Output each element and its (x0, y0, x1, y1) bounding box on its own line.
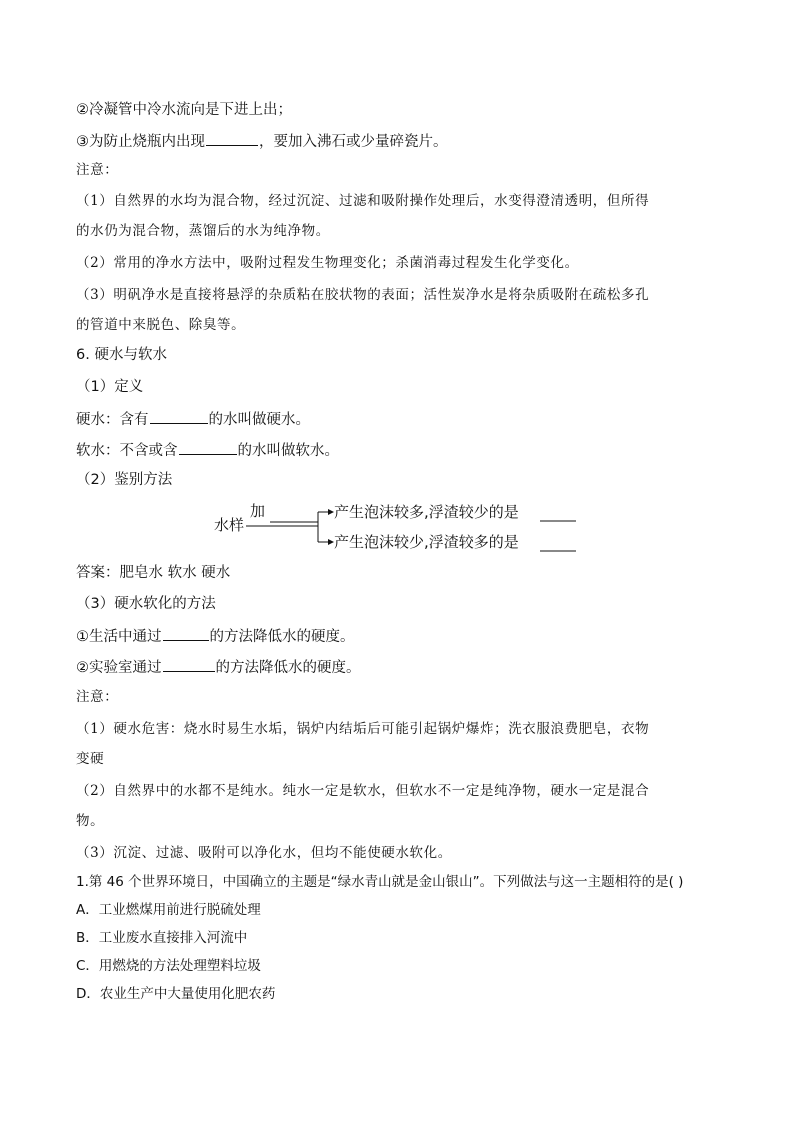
note-heading: 注意： (76, 162, 119, 178)
section-heading: 6. 硬水与软水 (76, 347, 167, 363)
subsection-heading: （1）定义 (76, 379, 144, 395)
option-b: B．工业废水直接排入河流中 (76, 930, 248, 946)
subsection-heading: （3）硬水软化的方法 (76, 596, 216, 612)
note-line: 的管道中来脱色、除臭等。 (76, 317, 246, 333)
subsection-heading: （2）鉴别方法 (76, 472, 173, 488)
note-heading: 注意： (76, 689, 119, 705)
text-line: ②实验室通过 的方法降低水的硬度。 (76, 656, 361, 678)
diagram-branch-2: 产生泡沫较少,浮渣较多的是 (334, 533, 519, 551)
note-line: （1）硬水危害：烧水时易生水垢，锅炉内结垢后可能引起锅炉爆炸；洗衣服浪费肥皂，衣物 (76, 721, 650, 737)
fill-blank (206, 130, 258, 146)
fill-blank (163, 625, 209, 641)
option-c: C．用燃烧的方法处理塑料垃圾 (76, 958, 261, 974)
text-line: 硬水：含有 的水叫做硬水。 (76, 408, 310, 430)
question-stem: 1.第 46 个世界环境日，中国确立的主题是“绿水青山就是金山银山”。下列做法与这一主题相符的是( ) (76, 874, 684, 890)
fill-blank (150, 408, 208, 424)
diagram-add-label: 加 (250, 502, 266, 520)
note-line: 变硬 (76, 751, 105, 767)
note-line: （2）自然界中的水都不是纯水。纯水一定是软水，但软水不一定是纯净物，硬水一定是混合 (76, 783, 650, 799)
note-line: （1）自然界的水均为混合物，经过沉淀、过滤和吸附操作处理后，水变得澄清透明，但所得 (76, 193, 650, 209)
text-line: ①生活中通过 的方法降低水的硬度。 (76, 625, 355, 647)
note-line: （3）明矾净水是直接将悬浮的杂质粘在胶状物的表面；活性炭净水是将杂质吸附在疏松多孔 (76, 287, 650, 303)
fill-blank (163, 656, 215, 672)
diagram-sample-label: 水样 (214, 516, 245, 534)
identification-diagram (210, 498, 590, 560)
option-d: D．农业生产中大量使用化肥农药 (76, 986, 276, 1002)
note-line: （2）常用的净水方法中，吸附过程发生物理变化；杀菌消毒过程发生化学变化。 (76, 255, 579, 271)
answer-line: 答案：肥皂水 软水 硬水 (76, 565, 231, 581)
fill-blank (179, 439, 237, 455)
note-line: 物。 (76, 813, 105, 829)
text-line: ③为防止烧瓶内出现 ，要加入沸石或少量碎瓷片。 (76, 130, 448, 152)
option-a: A．工业燃煤用前进行脱硫处理 (76, 902, 261, 918)
note-line: 的水仍为混合物，蒸馏后的水为纯净物。 (76, 223, 330, 239)
diagram-branch-1: 产生泡沫较多,浮渣较少的是 (334, 503, 519, 521)
text-line: ②冷凝管中冷水流向是下进上出； (76, 102, 292, 118)
text-line: 软水：不含或含 的水叫做软水。 (76, 439, 339, 461)
note-line: （3）沉淀、过滤、吸附可以净化水，但均不能使硬水软化。 (76, 845, 452, 861)
